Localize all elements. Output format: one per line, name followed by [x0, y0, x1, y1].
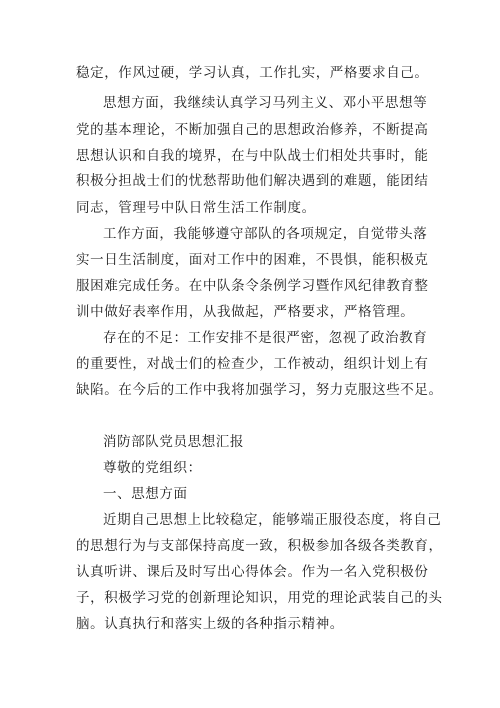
paragraph-line: 的思想行为与支部保持高度一致，积极参加各级各类教育，	[76, 538, 443, 554]
paragraph-line: 认真听讲、课后及时写出心得体会。作为一名入党积极份	[76, 564, 429, 580]
paragraph-line: 近期自己思想上比较稳定，能够端正服役态度，将自己	[103, 512, 442, 528]
paragraph-line: 实一日生活制度，面对工作中的困难，不畏惧，能积极克	[76, 252, 429, 268]
paragraph-line: 子，积极学习党的创新理论知识，用党的理论武装自己的头	[76, 590, 443, 606]
salutation: 尊敬的党组织：	[103, 460, 202, 476]
paragraph-line: 脑。认真执行和落实上级的各种指示精神。	[76, 616, 344, 632]
paragraph-line: 稳定，作风过硬，学习认真，工作扎实，严格要求自己。	[76, 65, 429, 81]
paragraph-line: 思想认识和自我的境界，在与中队战士们相处共事时，能	[76, 148, 429, 164]
paragraph-line: 服困难完成任务。在中队条令条例学习暨作风纪律教育整	[76, 278, 429, 294]
section-title: 消防部队党员思想汇报	[103, 434, 244, 450]
paragraph-line: 积极分担战士们的忧愁帮助他们解决遇到的难题，能团结	[76, 173, 429, 189]
paragraph-line: 训中做好表率作用，从我做起，严格要求，严格管理。	[76, 304, 415, 320]
section-heading: 一、思想方面	[103, 486, 188, 502]
paragraph-line: 存在的不足：工作安排不是很严密，忽视了政治教育	[103, 330, 428, 346]
paragraph-line: 的重要性，对战士们的检查少，工作被动，组织计划上有	[76, 356, 429, 372]
paragraph-line: 党的基本理论，不断加强自己的思想政治修养，不断提高	[76, 122, 429, 138]
paragraph-line: 工作方面，我能够遵守部队的各项规定，自觉带头落	[103, 226, 428, 242]
paragraph-line: 同志，管理号中队日常生活工作制度。	[76, 200, 316, 216]
paragraph-line: 缺陷。在今后的工作中我将加强学习，努力克服这些不足。	[76, 382, 443, 398]
paragraph-line: 思想方面，我继续认真学习马列主义、邓小平思想等	[103, 95, 428, 111]
